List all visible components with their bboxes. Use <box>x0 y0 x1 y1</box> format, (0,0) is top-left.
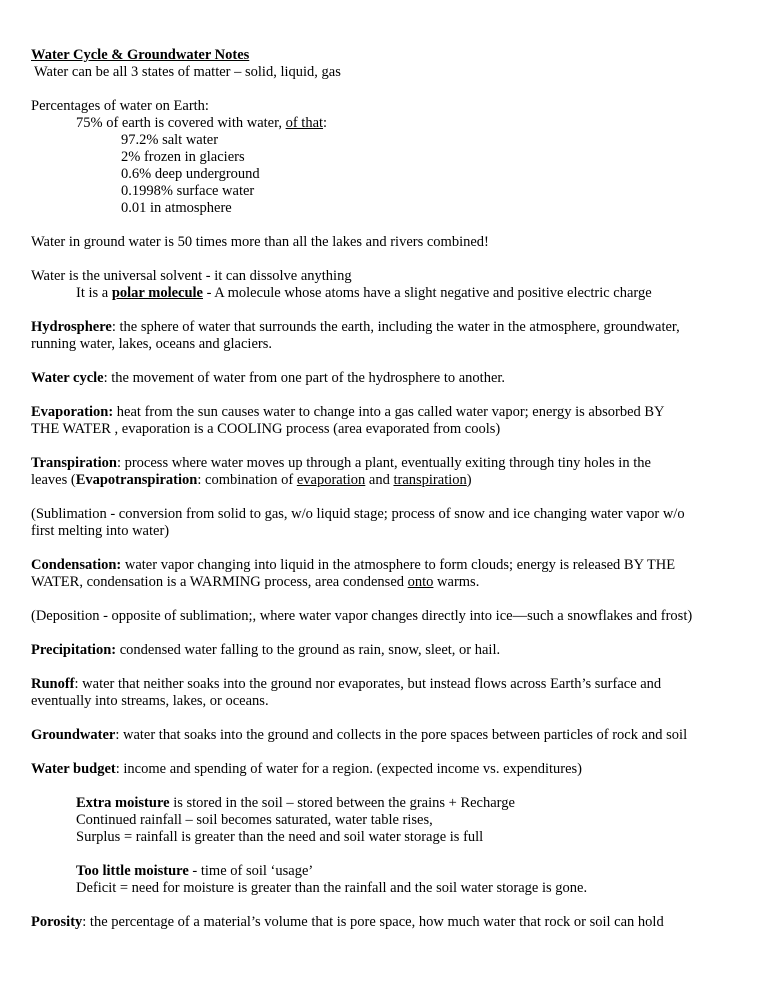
deposition-note: (Deposition - opposite of sublimation;, where water vapor changes directly into ice—such a snowflakes and frost) <box>31 608 693 624</box>
water-cycle-def: Water cycle: the movement of water from one part of the hydrosphere to another. <box>31 370 506 386</box>
sublimation-note-cont: first melting into water) <box>31 523 170 539</box>
hydrosphere-def: Hydrosphere: the sphere of water that surrounds the earth, including the water in the atmosphere, groundwater, <box>31 319 680 335</box>
precipitation-def: Precipitation: condensed water falling to the ground as rain, snow, sleet, or hail. <box>31 642 501 658</box>
porosity-term: Porosity <box>31 914 83 930</box>
hydrosphere-term: Hydrosphere <box>31 319 112 335</box>
precipitation-term: Precipitation: <box>31 642 117 658</box>
states-line: Water can be all 3 states of matter – solid, liquid, gas <box>34 64 341 80</box>
water-cycle-term: Water cycle <box>31 370 104 386</box>
groundwater-def: Groundwater: water that soaks into the ground and collects in the pore spaces between particles of rock and soil <box>31 727 688 743</box>
evaporation-term: Evaporation: <box>31 404 114 420</box>
percentage-item: 97.2% salt water <box>121 132 219 148</box>
condensation-term: Condensation: <box>31 557 122 573</box>
continued-rainfall-line: Continued rainfall – soil becomes saturated, water table rises, <box>76 812 433 828</box>
extra-moisture-term: Extra moisture <box>76 795 170 811</box>
sublimation-note: (Sublimation - conversion from solid to gas, w/o liquid stage; process of snow and ice changing water vapor w/o <box>31 506 685 522</box>
polar-molecule-term: polar molecule <box>111 285 203 301</box>
solvent-line: Water is the universal solvent - it can dissolve anything <box>31 268 352 284</box>
transpiration-def: Transpiration: process where water moves up through a plant, eventually exiting through tiny holes in the <box>31 455 651 471</box>
hydrosphere-def-cont: running water, lakes, oceans and glaciers. <box>31 336 272 352</box>
water-budget-def: Water budget: income and spending of water for a region. (expected income vs. expenditures) <box>31 761 582 777</box>
deficit-line: Deficit = need for moisture is greater than the rainfall and the soil water storage is gone. <box>76 880 588 896</box>
evapotranspiration-term: Evapotranspiration <box>75 472 198 488</box>
polar-molecule-line: It is a polar molecule - A molecule whose atoms have a slight negative and positive electric charge <box>76 285 652 301</box>
page-title: Water Cycle & Groundwater Notes <box>31 47 250 63</box>
extra-moisture-line: Extra moisture is stored in the soil – stored between the grains + Recharge <box>76 795 515 811</box>
porosity-def: Porosity: the percentage of a material’s volume that is pore space, how much water that rock or soil can hold <box>31 914 664 930</box>
covered-line: 75% of earth is covered with water, of that: <box>76 115 328 131</box>
percentage-item: 0.1998% surface water <box>121 183 255 199</box>
water-budget-term: Water budget <box>31 761 116 777</box>
too-little-moisture-term: Too little moisture <box>76 863 189 879</box>
groundwater-fact: Water in ground water is 50 times more than all the lakes and rivers combined! <box>31 234 489 250</box>
percentage-item: 2% frozen in glaciers <box>121 149 245 165</box>
evaporation-def: Evaporation: heat from the sun causes water to change into a gas called water vapor; energy is absorbed BY <box>31 404 665 420</box>
surplus-line: Surplus = rainfall is greater than the need and soil water storage is full <box>76 829 484 845</box>
condensation-def-cont: WATER, condensation is a WARMING process, area condensed onto warms. <box>31 574 480 590</box>
too-little-moisture-line: Too little moisture - time of soil ‘usage’ <box>76 863 314 879</box>
condensation-def: Condensation: water vapor changing into liquid in the atmosphere to form clouds; energy is released BY THE <box>31 557 676 573</box>
transpiration-term: Transpiration <box>31 455 117 471</box>
percentage-item: 0.01 in atmosphere <box>121 200 232 216</box>
transpiration-def-cont: leaves (Evapotranspiration: combination of evaporation and transpiration) <box>31 472 472 488</box>
groundwater-term: Groundwater <box>31 727 116 743</box>
runoff-def-cont: eventually into streams, lakes, or oceans. <box>31 693 269 709</box>
percentage-item: 0.6% deep underground <box>121 166 260 182</box>
runoff-term: Runoff <box>31 676 75 692</box>
runoff-def: Runoff: water that neither soaks into the ground nor evaporates, but instead flows across Earth’s surface and <box>31 676 662 692</box>
percentages-heading: Percentages of water on Earth: <box>31 98 209 114</box>
evaporation-def-cont: THE WATER , evaporation is a COOLING process (area evaporated from cools) <box>31 421 501 437</box>
